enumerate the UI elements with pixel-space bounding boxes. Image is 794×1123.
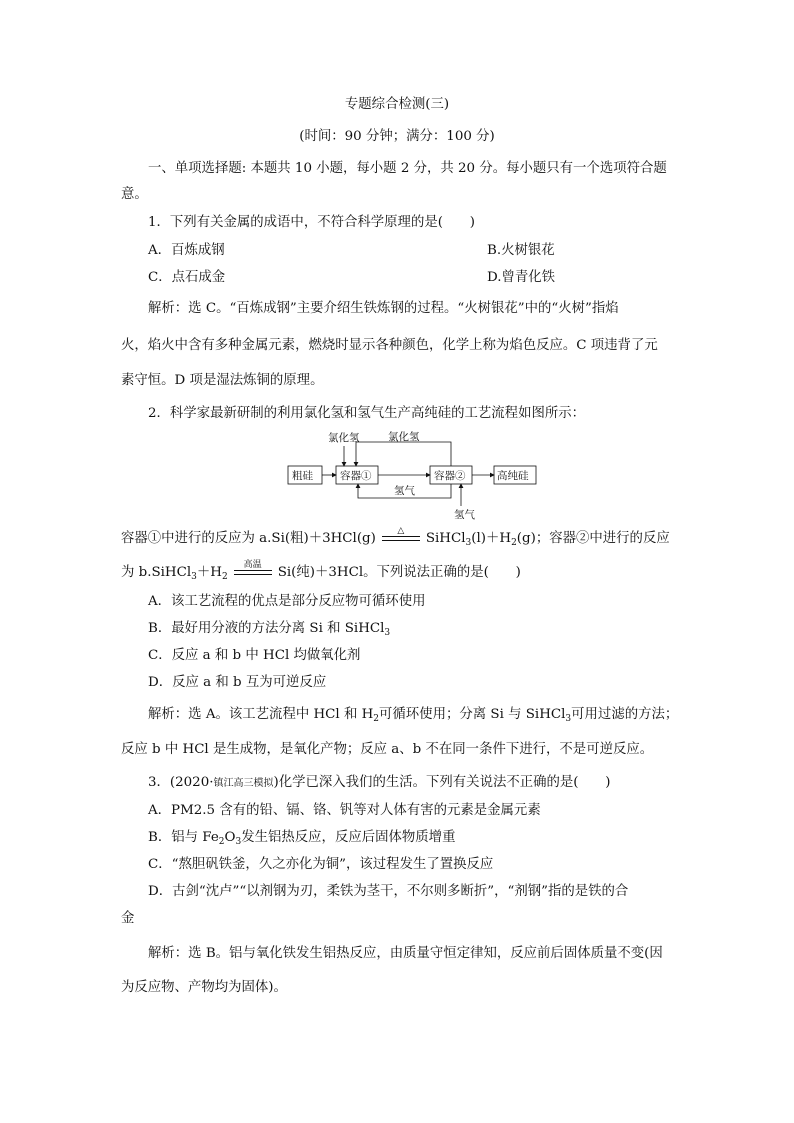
q1-analysis-end: 素守恒。D 项是湿法炼铜的原理。 <box>121 373 324 388</box>
section-heading: 一、单项选择题: 本题共 10 小题，每小题 2 分，共 20 分。每小题只有一个选项符合题 <box>148 161 667 176</box>
q2-option-b: B．最好用分液的方法分离 Si 和 SiHCl$_3$ <box>148 621 391 638</box>
container2-label: 容器② <box>434 470 466 482</box>
q2-option-c: C．反应 a 和 b 中 HCl 均做氧化剂 <box>148 648 361 663</box>
q3-option-a: A．PM2.5 含有的铅、镉、铬、钒等对人体有害的元素是金属元素 <box>148 803 541 818</box>
q1-option-b: B.火树银花 <box>487 243 555 258</box>
q2-reaction-b: 为 $b.SiHCl_3+H_2$ 高温 Si(纯)＋3HCl。下列说法正确的是( ) <box>121 559 521 582</box>
q2-analysis: 解析：选 A。该工艺流程中 HCl 和 $H_2$可循环使用；分离 Si 与 SiHCl$_3$可用过滤的方法； <box>148 707 679 724</box>
page-title: 专题综合检测(三) <box>344 97 450 112</box>
process-flow-diagram <box>286 430 546 522</box>
section-heading-cont: 意。 <box>121 187 148 202</box>
q3-analysis: 解析：选 B。铝与氧化铁发生铝热反应，由质量守恒定律知，反应前后固体质量不变(因 <box>148 946 663 961</box>
q1-option-c: C．点石成金 <box>148 270 226 285</box>
q1-option-a: A．百炼成钢 <box>148 243 225 258</box>
q3-option-c: C．“熬胆矾铁釜，久之亦化为铜”，该过程发生了置换反应 <box>148 857 494 872</box>
heat-condition-sign: △ <box>382 534 420 544</box>
q3-option-d-cont: 金 <box>121 911 135 926</box>
hcl-loop-label: 氯化氢 <box>388 431 420 443</box>
q3-option-b: B．铝与 $Fe_2O_3$发生铝热反应，反应后固体物质增重 <box>148 830 456 847</box>
h2-in-label: 氢气 <box>454 509 475 521</box>
q3-option-d: D．古剑“沈卢”“以剂钢为刃，柔铁为茎干，不尔则多断折”，“剂钢”指的是铁的合 <box>148 884 629 899</box>
hcl-in-label: 氯化氢 <box>328 432 360 444</box>
arrow-hcl-loop <box>356 442 451 466</box>
q2-stem: 2．科学家最新研制的利用氯化氢和氢气生产高纯硅的工艺流程如图所示： <box>148 406 586 421</box>
pure-si-label: 高纯硅 <box>497 470 529 482</box>
q3-analysis-cont: 为反应物、产物均为固体)。 <box>121 980 287 995</box>
q1-analysis-cont: 火，焰火中含有多种金属元素，燃烧时显示各种颜色，化学上称为焰色反应。C 项违背了元 <box>121 338 658 353</box>
page-subtitle: (时间：90 分钟；满分：100 分) <box>299 129 495 144</box>
q2-option-d: D．反应 a 和 b 互为可逆反应 <box>148 675 327 690</box>
q1-stem: 1．下列有关金属的成语中，不符合科学原理的是( ) <box>148 215 475 230</box>
crude-si-label: 粗硅 <box>292 470 313 482</box>
q2-reaction-a: 容器①中进行的反应为 a.Si(粗)＋3HCl(g) △ $SiHCl_3(l)+H_2(g)$；容器②中进行的反应 <box>121 525 670 548</box>
q2-option-a: A．该工艺流程的优点是部分反应物可循环使用 <box>148 594 426 609</box>
high-temp-condition-sign: 高温 <box>234 568 272 578</box>
q3-stem: 3．(2020·镇江高三模拟)化学已深入我们的生活。下列有关说法不正确的是( ) <box>148 775 611 790</box>
h2-loop-label: 氢气 <box>394 485 415 497</box>
q2-analysis-cont: 反应 b 中 HCl 是生成物，是氧化产物；反应 a、b 不在同一条件下进行，不是可逆反应。 <box>121 742 654 757</box>
q1-analysis: 解析：选 C。“百炼成钢”主要介绍生铁炼钢的过程。“火树银花”中的“火树”指焰 <box>148 301 619 316</box>
container1-label: 容器① <box>340 470 372 482</box>
q1-option-d: D.曾青化铁 <box>487 270 556 285</box>
